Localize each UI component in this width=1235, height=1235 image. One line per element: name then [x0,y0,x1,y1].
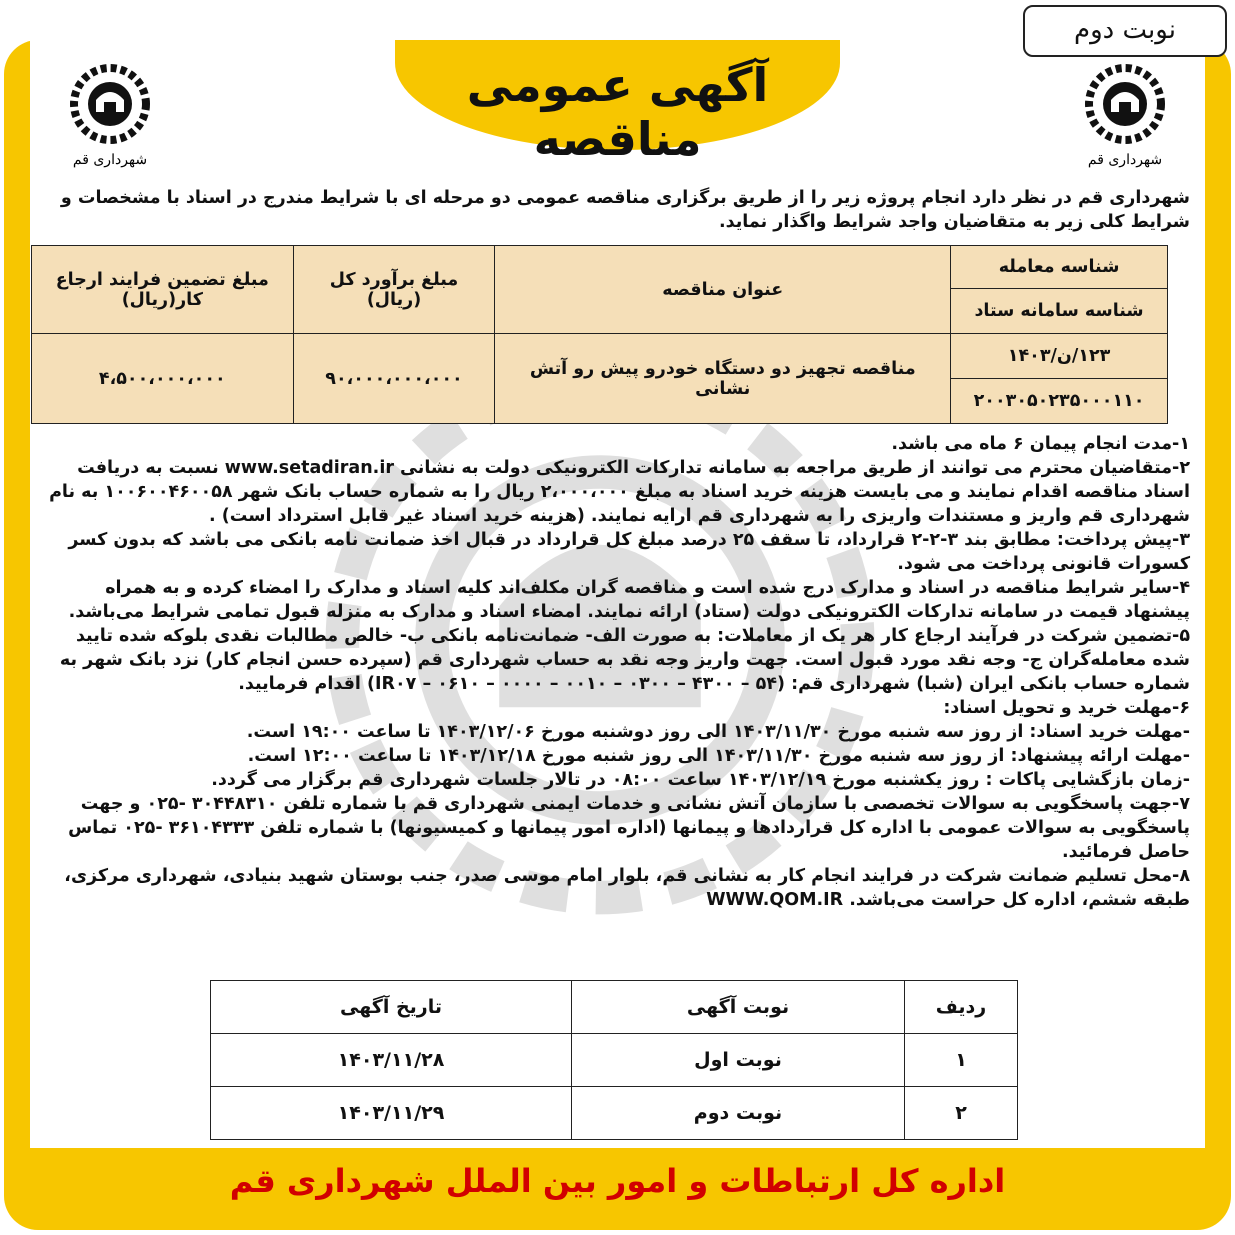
clause-item: ۷-جهت پاسخگویی به سوالات تخصصی با سازمان آتش نشانی و خدمات ایمنی شهرداری قم با شماره تلفن ۳۰۴۴۸۳۱۰ -۰۲۵ و جهت پاسخگویی به سوالات عمومی با اداره کل قراردادها و پیمانها (اداره امور پیمانها و کمیسیونها) با شماره تلفن ۳۶۱۰۴۳۳۳ -۰۲۵ تماس حاصل فرمائید. [68,794,1190,862]
schedule-row-turn: نوبت اول [572,1034,905,1087]
clause-item: ۶-مهلت خرید و تحویل اسناد: [943,698,1190,718]
logo-caption: شهرداری قم [1087,152,1163,168]
tender-table [31,245,1168,424]
header-transaction-id: شناسه معامله [951,246,1168,289]
clause-item: ۲-متقاضیان محترم می توانند از طریق مراجعه به سامانه تدارکات الکترونیکی دولت به نشانی www.setadiran.ir نسبت به دریافت اسناد مناقصه اقدام نمایند و می بایست هزینه خرید اسناد به مبلغ ۲،۰۰۰،۰۰۰ ریال را به شماره حساب بانک شهر ۱۰۰۶۰۰۴۶۰۰۵۸ به نام شهرداری قم واریز و مستندات واریزی را به شهرداری قم ارایه نمایند. (هزینه خرید اسناد غیر قابل استرداد است) . [49,458,1190,526]
schedule-header-row: ردیف [905,981,1018,1034]
schedule-row-turn: نوبت دوم [572,1087,905,1140]
schedule-row-date: ۱۴۰۳/۱۱/۲۸ [211,1034,572,1087]
clause-item: ۸-محل تسلیم ضمانت شرکت در فرایند انجام کار به نشانی قم، بلوار امام موسی صدر، جنب بوستان شهید بنیادی، شهرداری مرکزی، طبقه ششم، اداره کل حراست می‌باشد. WWW.QOM.IR [64,866,1190,910]
schedule-table [210,980,1018,1140]
turn-badge: نوبت دوم [1023,5,1227,57]
cell-setad-id: ۲۰۰۳۰۵۰۲۳۵۰۰۰۱۱۰ [951,379,1168,424]
qom-municipality-logo-icon [1075,62,1175,172]
cell-estimate: ۹۰،۰۰۰،۰۰۰،۰۰۰ [293,334,495,424]
cell-title: مناقصه تجهیز دو دستگاه خودرو پیش رو آتش نشانی [495,334,951,424]
cell-guarantee: ۴،۵۰۰،۰۰۰،۰۰۰ [32,334,294,424]
schedule-row-date: ۱۴۰۳/۱۱/۲۹ [211,1087,572,1140]
clause-item: -مهلت خرید اسناد: از روز سه شنبه مورخ ۱۴۰۳/۱۱/۳۰ الی روز دوشنبه مورخ ۱۴۰۳/۱۲/۰۶ تا ساعت ۱۹:۰۰ است. [246,722,1190,742]
clause-item: ۴-سایر شرایط مناقصه در اسناد و مدارک درج شده است و مناقصه گران مکلف‌اند کلیه اسناد و مدارک را امضاء کرده و به همراه پیشنهاد قیمت در سامانه تدارکات الکترونیکی دولت (ستاد) ارائه نمایند. امضاء اسناد و مدارک به منزله قبول تمامی شرایط می‌باشد. [68,578,1190,622]
header-setad-id: شناسه سامانه ستاد [951,289,1168,334]
schedule-header-date: تاریخ آگهی [211,981,572,1034]
schedule-row-number: ۲ [905,1087,1018,1140]
qom-municipality-logo-icon [60,62,160,172]
footer-department: اداره کل ارتباطات و امور بین الملل شهرداری قم [229,1162,1006,1200]
cell-transaction-id: ۱۲۳/ن/۱۴۰۳ [951,334,1168,379]
page-title: آگهی عمومی مناقصه [466,58,769,166]
logo-caption: شهرداری قم [72,152,148,168]
header-estimate: مبلغ برآورد کل (ریال) [293,246,495,334]
header-title: عنوان مناقصه [495,246,951,334]
clause-item: -مهلت ارائه پیشنهاد: از روز سه شنبه مورخ ۱۴۰۳/۱۱/۳۰ الی روز شنبه مورخ ۱۴۰۳/۱۲/۱۸ تا ساعت ۱۲:۰۰ است. [247,746,1190,766]
intro-paragraph: شهرداری قم در نظر دارد انجام پروژه زیر را از طریق برگزاری مناقصه عمومی دو مرحله ای با شرایط مندرج در اسناد با مشخصات و شرایط کلی زیر به متقاضیان واجد شرایط واگذار نماید. [60,188,1190,232]
clause-item: ۵-تضمین شرکت در فرآیند ارجاع کار هر یک از معاملات: به صورت الف- ضمانت‌نامه بانکی ب- خالص مطالبات نقدی بلوکه شده تایید شده معامله‌گران ج- وجه نقد مورد قبول است. جهت واریز وجه نقد به حساب شهرداری قم (سپرده حسن انجام کار) نزد بانک شهر به شماره حساب بانکی ایران (شبا) شهرداری قم: (۵۴ – ۴۳۰۰ – ۰۳۰۰ – ۰۰۱۰ – ۰۰۰۰ – ۰۶۱۰ – IR۰۷) اقدام فرمایید. [59,626,1190,694]
clause-item: ۳-پیش پرداخت: مطابق بند ۳-۲-۲ قرارداد، تا سقف ۲۵ درصد مبلغ کل قرارداد در قبال اخذ ضمانت نامه بانکی می باشد که بدون کسر کسورات قانونی پرداخت می شود. [68,530,1190,574]
schedule-header-turn: نوبت آگهی [572,981,905,1034]
header-guarantee: مبلغ تضمین فرایند ارجاع کار(ریال) [32,246,294,334]
clause-item: ۱-مدت انجام پیمان ۶ ماه می باشد. [891,434,1190,454]
clause-item: -زمان بازگشایی پاکات : روز یکشنبه مورخ ۱۴۰۳/۱۲/۱۹ ساعت ۰۸:۰۰ در تالار جلسات شهرداری قم برگزار می گردد. [211,770,1190,790]
schedule-row-number: ۱ [905,1034,1018,1087]
clauses-list [40,432,1190,912]
